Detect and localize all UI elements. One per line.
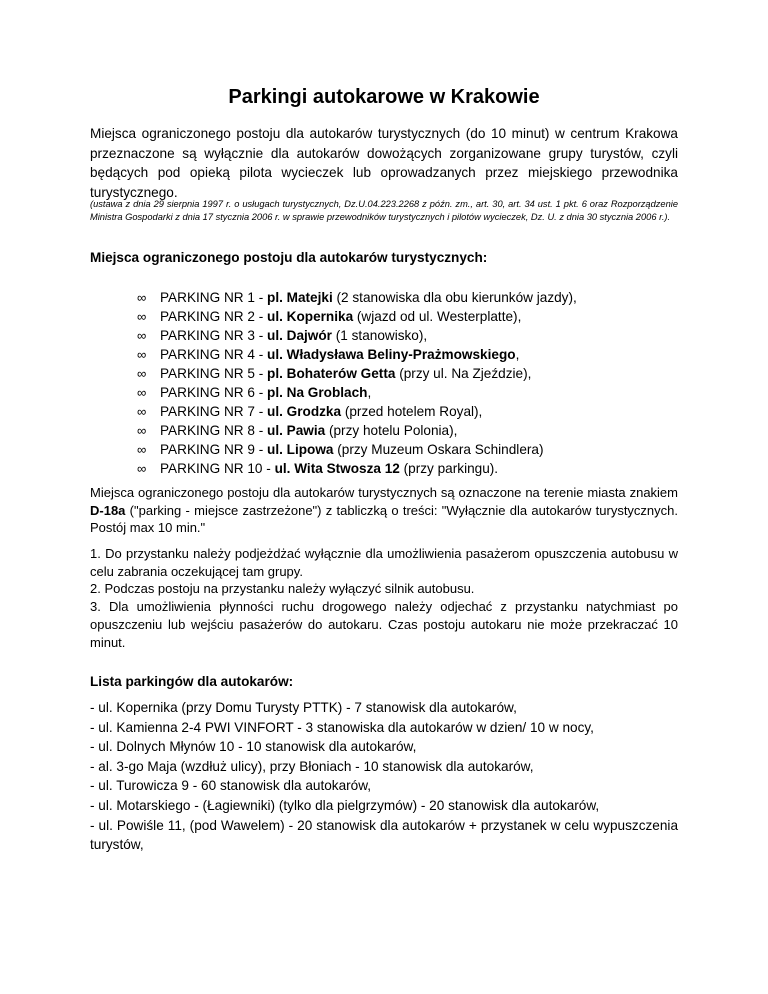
parking-stop-list [137, 288, 577, 478]
list-item: - ul. Dolnych Młynów 10 - 10 stanowisk dla autokarów, [90, 739, 417, 755]
list-item: ∞ PARKING NR 6 - pl. Na Groblach, [137, 385, 372, 400]
infinity-bullet-icon: ∞ [137, 290, 147, 305]
infinity-bullet-icon: ∞ [137, 328, 147, 343]
infinity-bullet-icon: ∞ [137, 442, 147, 457]
sign-code: D-18a [90, 502, 126, 518]
legal-citation: (ustawa z dnia 29 sierpnia 1997 r. o usługach turystycznych, Dz.U.04.223.2268 z późn. zm., art. 30, art. 34 ust. 1 pkt. 6 oraz Rozporządzenie Ministra Gospodarki z dnia 17 stycznia 2006 r. w sprawie przewodników turystycznych i pilotów wycieczek, Dz. U. z dnia 30 stycznia 2006 r.). [90, 199, 678, 222]
list-item: - ul. Kopernika (przy Domu Turysty PTTK) - 7 stanowisk dla autokarów, [90, 700, 517, 715]
infinity-bullet-icon: ∞ [137, 347, 147, 362]
infinity-bullet-icon: ∞ [137, 404, 147, 419]
infinity-bullet-icon: ∞ [137, 309, 147, 324]
list-item: ∞ PARKING NR 10 - ul. Wita Stwosza 12 (przy parkingu). [137, 461, 499, 476]
list-item: ∞ PARKING NR 5 - pl. Bohaterów Getta (przy ul. Na Zjeździe), [137, 366, 532, 381]
list-item: ∞ PARKING NR 1 - pl. Matejki (2 stanowiska dla obu kierunków jazdy), [137, 290, 577, 305]
rule-item: 1. Do przystanku należy podjeżdżać wyłącznie dla umożliwienia pasażerom opuszczenia autobusu w celu zabrania oczekującej tam grupy. [90, 546, 678, 579]
list-item: - ul. Turowicza 9 - 60 stanowisk dla autokarów, [90, 778, 372, 794]
rule-item: 2. Podczas postoju na przystanku należy wyłączyć silnik autobusu. [90, 581, 475, 597]
list-item: ∞ PARKING NR 4 - ul. Władysława Beliny-Prażmowskiego, [137, 347, 520, 362]
infinity-bullet-icon: ∞ [137, 423, 147, 438]
page-title: Parkingi autokarowe w Krakowie [228, 86, 540, 108]
list-item: ∞ PARKING NR 3 - ul. Dajwór (1 stanowisko), [137, 328, 428, 343]
list-item: ∞ PARKING NR 9 - ul. Lipowa (przy Muzeum Oskara Schindlera) [137, 442, 544, 457]
rule-item: 3. Dla umożliwienia płynności ruchu drogowego należy odjechać z przystanku natychmiast po opuszczeniu lub wejściu pasażerów do autokaru. Czas postoju autokaru nie może przekraczać 10 minut. [90, 599, 678, 650]
list-item: - ul. Powiśle 11, (pod Wawelem) - 20 stanowisk dla autokarów + przystanek w celu wypuszczenia turystów, [90, 817, 678, 853]
intro-paragraph: Miejsca ograniczonego postoju dla autokarów turystycznych (do 10 minut) w centrum Krakowa przeznaczone są wyłącznie dla autokarów dowożących zorganizowane grupy turystów, czyli będących pod opieką pilota wycieczek lub oprowadzanych przez miejskiego przewodnika turystycznego. [90, 126, 678, 200]
rules-block [90, 545, 678, 651]
list-item: - ul. Motarskiego - (Łagiewniki) (tylko dla pielgrzymów) - 20 stanowisk dla autokarów, [90, 797, 600, 813]
list-item: ∞ PARKING NR 7 - ul. Grodzka (przed hotelem Royal), [137, 404, 483, 419]
list-item: ∞ PARKING NR 2 - ul. Kopernika (wjazd od ul. Westerplatte), [137, 309, 522, 324]
infinity-bullet-icon: ∞ [137, 385, 147, 400]
list-item: ∞ PARKING NR 8 - ul. Pawia (przy hotelu Polonia), [137, 423, 458, 438]
list-item: - ul. Kamienna 2-4 PWI VINFORT - 3 stanowiska dla autokarów w dzien/ 10 w nocy, [90, 719, 594, 735]
sign-paragraph: Miejsca ograniczonego postoju dla autokarów turystycznych są oznaczone na terenie miasta znakiem D-18a ("parking - miejsce zastrzeżone") z tabliczką o treści: "Wyłącznie dla autokarów turystycznych. Postój max 10 min." [90, 485, 678, 536]
infinity-bullet-icon: ∞ [137, 366, 147, 381]
infinity-bullet-icon: ∞ [137, 461, 147, 476]
parking-lot-list [90, 698, 678, 855]
section-heading-parking-list: Lista parkingów dla autokarów: [90, 674, 294, 689]
list-item: - al. 3-go Maja (wzdłuż ulicy), przy Błoniach - 10 stanowisk dla autokarów, [90, 758, 534, 774]
section-heading-limited-stops: Miejsca ograniczonego postoju dla autokarów turystycznych: [90, 250, 488, 265]
